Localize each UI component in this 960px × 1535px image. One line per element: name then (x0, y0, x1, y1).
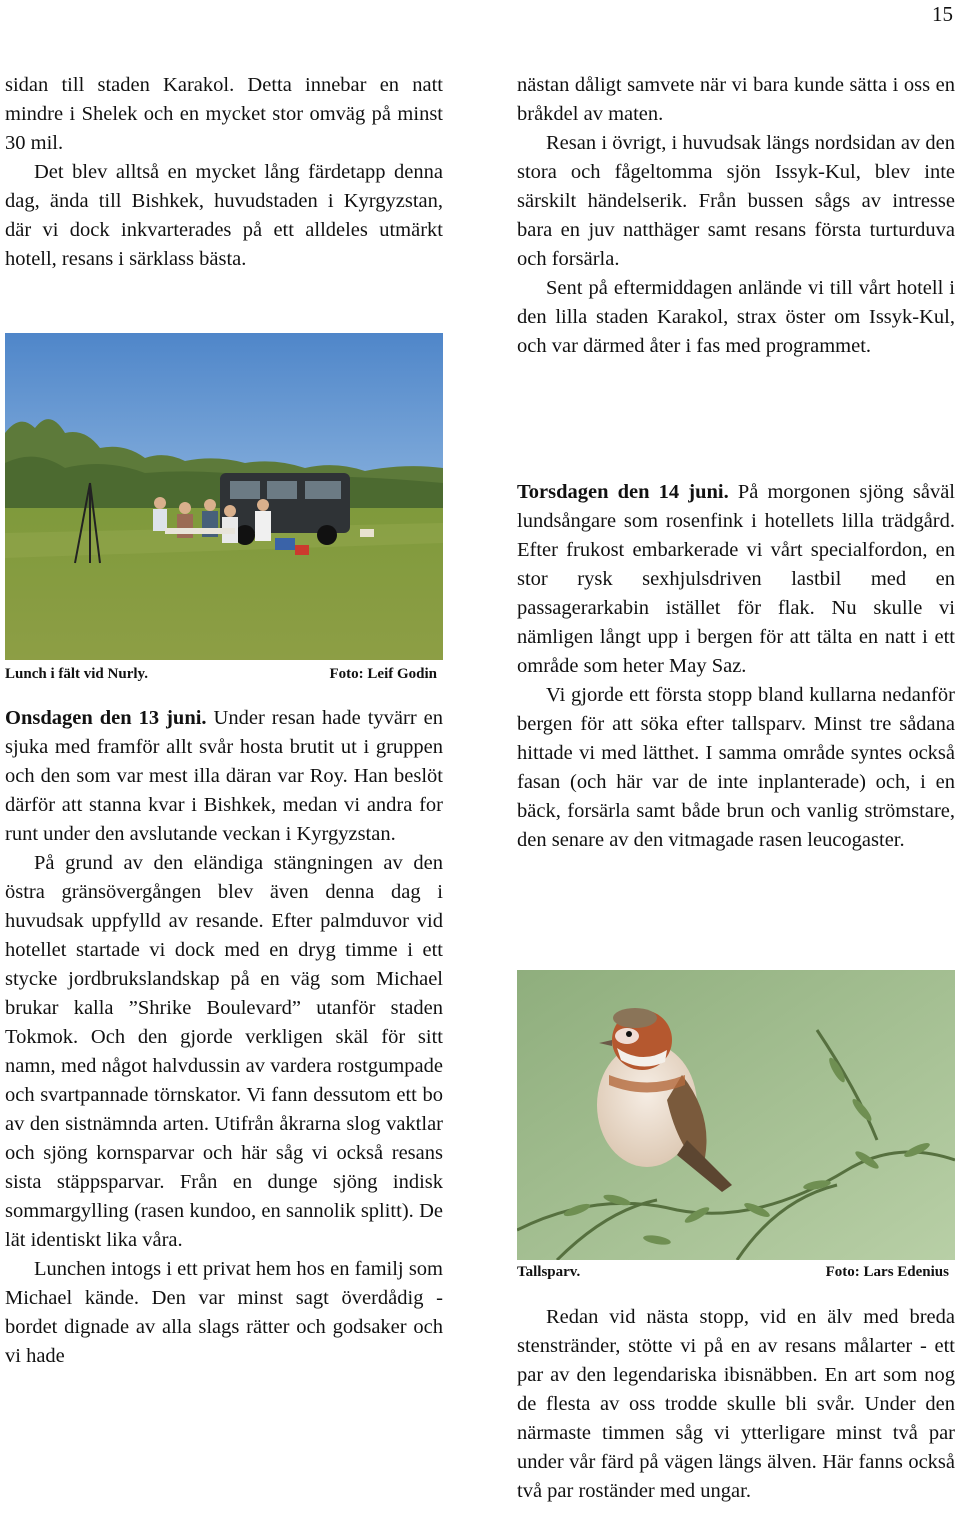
right-column-bottom (517, 1303, 955, 1506)
lunch-photo (5, 333, 443, 660)
paragraph (517, 478, 955, 681)
right-column-top (517, 71, 955, 361)
day-heading: Onsdagen den 13 juni. (5, 707, 207, 729)
paragraph: sidan till staden Karakol. Detta innebar en natt mindre i Shelek och en mycket stor omväg på minst 30 mil. (5, 74, 443, 154)
left-column-top (5, 71, 443, 274)
lunch-photo-caption (5, 666, 437, 683)
photo-credit: Foto: Leif Godin (329, 666, 437, 682)
paragraph-body: Under resan hade tyvärr en sjuka med framför allt svår hosta brutit ut i gruppen och den som var mest illa däran var Roy. Han beslöt därför att stanna kvar i Bishkek, medan vi andra for runt under den avslutande veckan i Kyrgyzstan. (5, 707, 443, 845)
caption-text: Tallsparv. (517, 1264, 581, 1280)
bird-photo (517, 970, 955, 1260)
paragraph: Lunchen intogs i ett privat hem hos en familj som Michael kände. Den var minst sagt överdådig - bordet dignade av alla slags rätter och godsaker och vi hade (5, 1258, 443, 1367)
paragraph: Sent på eftermiddagen anlände vi till vårt hotell i den lilla staden Karakol, strax öster om Issyk-Kul, och var därmed åter i fas med programmet. (517, 277, 955, 357)
paragraph (5, 704, 443, 849)
paragraph: Resan i övrigt, i huvudsak längs nordsidan av den stora och fågeltomma sjön Issyk-Kul, blev inte särskilt händelserik. Från bussen sågs av intresse bara en juv natthäger samt resans första turturduva och forsärla. (517, 132, 955, 270)
bird-photo-caption (517, 1264, 949, 1281)
paragraph-body: På morgonen sjöng såväl lundsångare som rosenfink i hotellets lilla trädgård. Efter frukost embarkerade vi vårt specialfordon, en stor rysk sexhjulsdriven lastbil med en passagerarkabin istället för flak. Nu skulle vi nämligen långt upp i bergen för att tälta en natt i ett område som heter May Saz. (517, 481, 956, 677)
caption-text: Lunch i fält vid Nurly. (5, 666, 148, 682)
right-column-middle (517, 478, 955, 855)
paragraph: Redan vid nästa stopp, vid en älv med breda stenstränder, stötte vi på en av resans målarter - ett par av den legendariska ibisnäbben. En art som nog de flesta av oss trodde skulle bli svår. Under den närmaste timmen såg vi ytterligare minst två par under vår färd på vägen längs älven. Här fanns också två par roständer med ungar. (517, 1306, 955, 1502)
paragraph: På grund av den eländiga stängningen av den östra gränsövergången blev även denna dag i huvudsak uppfylld av resande. Efter palmduvor vid hotellet startade vi dock med en dryg timme i ett stycke jordbrukslandskap på en väg som Michael brukar kalla ”Shrike Boulevard” utanför staden Tokmok. Och den gjorde verkligen skäl för sitt namn, med något halvdussin av vardera rostgumpade och svartpannade törnskator. Vi fann dessutom ett bo av den sistnämnda arten. Utifrån åkrarna slog vaktlar och sjöng kornsparvar och här såg vi också resans sista stäppsparvar. Från en dunge sjöng indisk sommargylling (rasen kundoo, en sannolik splitt). De lät identiskt lika våra. (5, 852, 443, 1251)
photo-credit: Foto: Lars Edenius (825, 1264, 949, 1280)
page-number: 15 (932, 2, 953, 26)
paragraph: Det blev alltså en mycket lång färdetapp denna dag, ända till Bishkek, huvudstaden i Kyrgyzstan, där vi dock inkvarterades på ett alldeles utmärkt hotell, resans i särklass bästa. (5, 161, 443, 270)
day-heading: Torsdagen den 14 juni. (517, 481, 729, 503)
paragraph: nästan dåligt samvete när vi bara kunde sätta i oss en bråkdel av maten. (517, 74, 955, 125)
left-column-bottom (5, 704, 443, 1371)
paragraph: Vi gjorde ett första stopp bland kullarna nedanför bergen för att söka efter tallsparv. Minst tre sådana hittade vi med lätthet. I samma område syntes också fasan (och här var de inte inplanterade) och, i en bäck, forsärla samt både brun och vanlig strömstare, den senare av den vitmagade rasen leucogaster. (517, 684, 955, 851)
